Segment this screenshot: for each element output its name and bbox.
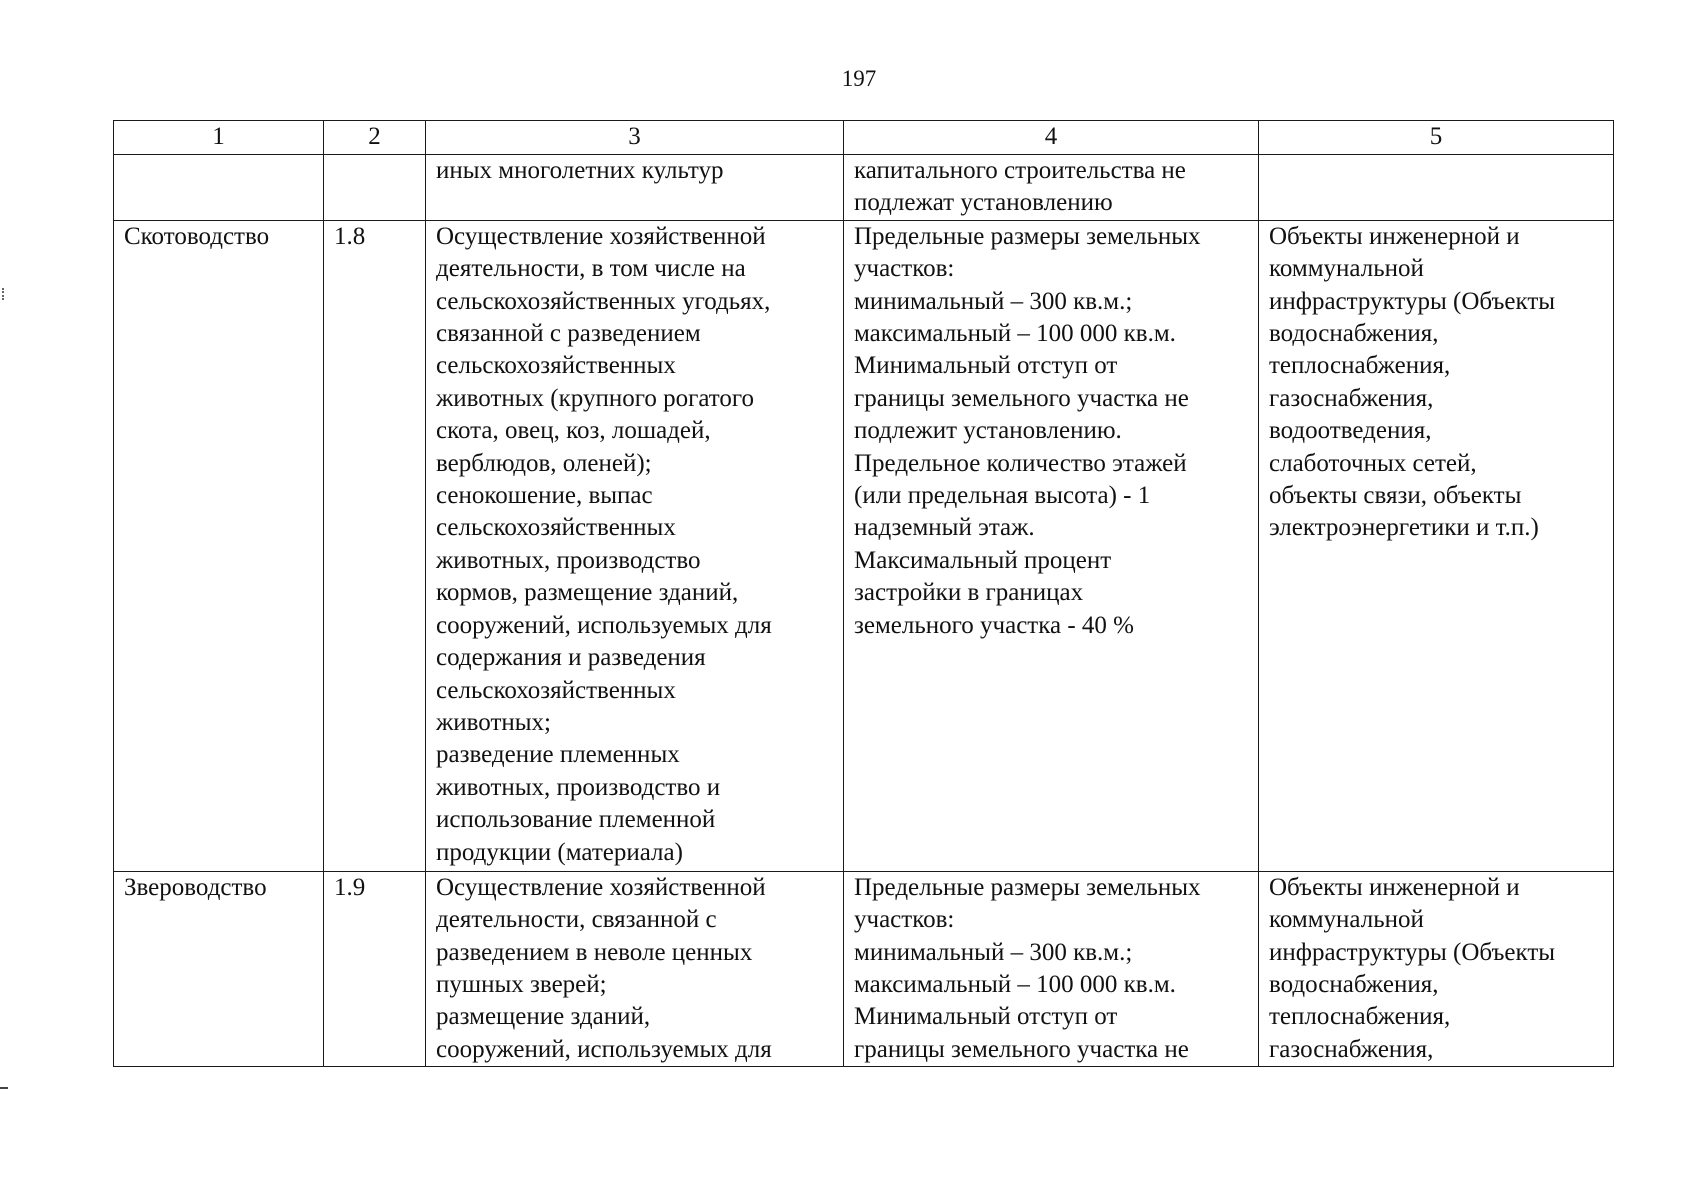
column-header: 1 xyxy=(114,121,324,155)
scan-mark xyxy=(0,1087,8,1089)
table-row xyxy=(114,871,1614,1066)
column-number-row xyxy=(114,121,1614,155)
limit-parameters: Предельные размеры земельных участков: минимальный – 300 кв.м.; максимальный – 100 000 кв.м. Минимальный отступ от границы земельного участка не подлежит установлению. Предельное количество этажей (или предельная высота) - 1 надземный этаж. Максимальный процент застройки в границах земельного участка - 40 % xyxy=(844,220,1259,871)
page-number: 197 xyxy=(841,66,877,91)
column-header: 3 xyxy=(426,121,844,155)
land-use-description: Осуществление хозяйственной деятельности, в том числе на сельскохозяйственных угодьях, связанной с разведением сельскохозяйственных животных (крупного рогатого скота, овец, коз, лошадей, верблюдов, оленей); сенокошение, выпас сельскохозяйственных животных, производство кормов, размещение зданий, сооружений, используемых для содержания и разведения сельскохозяйственных животных; разведение племенных животных, производство и использование племенной продукции (материала) xyxy=(426,220,844,871)
land-use-name xyxy=(114,155,324,221)
table-row xyxy=(114,220,1614,871)
limit-parameters: Предельные размеры земельных участков: минимальный – 300 кв.м.; максимальный – 100 000 кв.м. Минимальный отступ от границы земельного участка не xyxy=(844,871,1259,1066)
land-use-code: 1.9 xyxy=(324,871,426,1066)
regulations-table xyxy=(113,120,1614,1067)
land-use-code: 1.8 xyxy=(324,220,426,871)
permitted-objects: Объекты инженерной и коммунальной инфраструктуры (Объекты водоснабжения, теплоснабжения, газоснабжения, водоотведения, слаботочных сетей, объекты связи, объекты электроэнергетики и т.п.) xyxy=(1259,220,1614,871)
permitted-objects xyxy=(1259,155,1614,221)
column-header: 4 xyxy=(844,121,1259,155)
land-use-description: иных многолетних культур xyxy=(426,155,844,221)
land-use-name: Звероводство xyxy=(114,871,324,1066)
scan-mark xyxy=(2,288,6,300)
permitted-objects: Объекты инженерной и коммунальной инфраструктуры (Объекты водоснабжения, теплоснабжения, газоснабжения, xyxy=(1259,871,1614,1066)
table-row xyxy=(114,155,1614,221)
column-header: 5 xyxy=(1259,121,1614,155)
land-use-description: Осуществление хозяйственной деятельности, связанной с разведением в неволе ценных пушных зверей; размещение зданий, сооружений, используемых для xyxy=(426,871,844,1066)
limit-parameters: капитального строительства не подлежат установлению xyxy=(844,155,1259,221)
column-header: 2 xyxy=(324,121,426,155)
land-use-code xyxy=(324,155,426,221)
land-use-name: Скотоводство xyxy=(114,220,324,871)
